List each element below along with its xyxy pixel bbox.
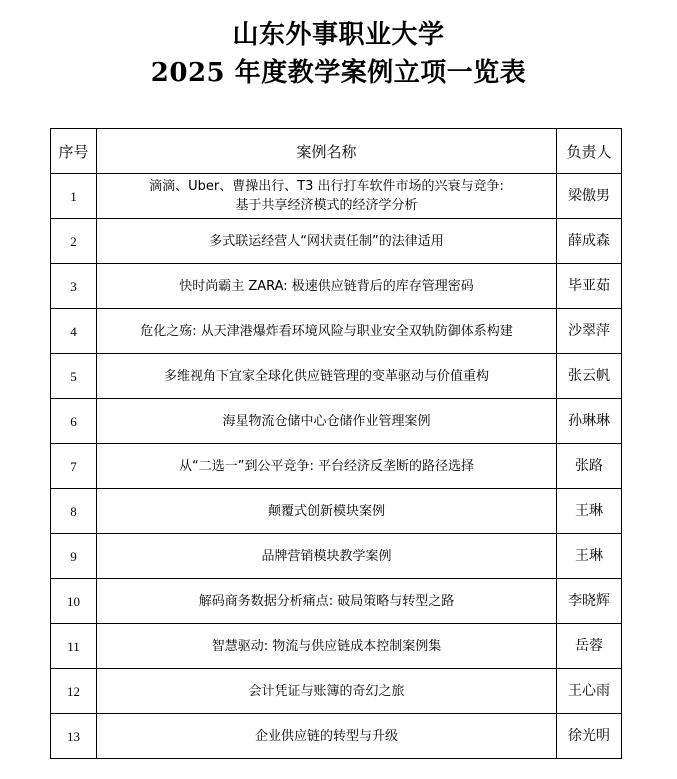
table-row	[51, 174, 622, 219]
row-case-name	[97, 444, 557, 489]
row-owner: 沙翠萍	[557, 309, 622, 354]
row-seq: 4	[51, 309, 97, 354]
row-seq: 3	[51, 264, 97, 309]
header-seq: 序号	[51, 129, 97, 174]
table-row	[51, 669, 622, 714]
case-name-line: 品牌营销模块教学案例	[261, 548, 392, 564]
row-case-name	[97, 309, 557, 354]
case-name-line: 解码商务数据分析痛点: 破局策略与转型之路	[198, 593, 455, 609]
row-owner: 徐光明	[557, 714, 622, 759]
table-header-row	[51, 129, 622, 174]
row-owner: 王琳	[557, 489, 622, 534]
case-name-line: 会计凭证与账簿的奇幻之旅	[248, 683, 405, 699]
row-owner: 孙琳琳	[557, 399, 622, 444]
table-row	[51, 624, 622, 669]
row-case-name	[97, 264, 557, 309]
row-owner: 王心雨	[557, 669, 622, 714]
row-case-name	[97, 399, 557, 444]
row-owner: 张云帆	[557, 354, 622, 399]
table-body	[51, 174, 622, 759]
case-name-line: 基于共享经济模式的经济学分析	[235, 198, 418, 213]
row-owner: 李晓辉	[557, 579, 622, 624]
case-name-line: 滴滴、Uber、曹操出行、T3 出行打车软件市场的兴衰与竞争:	[149, 179, 504, 194]
row-case-name	[97, 579, 557, 624]
row-case-name	[97, 534, 557, 579]
row-owner: 岳蓉	[557, 624, 622, 669]
table-row	[51, 354, 622, 399]
row-owner: 梁傲男	[557, 174, 622, 219]
case-list-table	[50, 128, 622, 759]
row-owner: 张路	[557, 444, 622, 489]
row-seq: 5	[51, 354, 97, 399]
row-seq: 6	[51, 399, 97, 444]
row-case-name	[97, 669, 557, 714]
case-name-line: 海星物流仓储中心仓储作业管理案例	[222, 413, 431, 429]
case-name-line: 危化之殇: 从天津港爆炸看环境风险与职业安全双轨防御体系构建	[140, 323, 513, 339]
row-seq: 12	[51, 669, 97, 714]
table-row	[51, 219, 622, 264]
row-seq: 2	[51, 219, 97, 264]
row-seq: 1	[51, 174, 97, 219]
table-row	[51, 579, 622, 624]
row-owner: 毕亚茹	[557, 264, 622, 309]
document-title: 山东外事职业大学	[232, 20, 445, 50]
case-name-line: 快时尚霸主 ZARA: 极速供应链背后的库存管理密码	[179, 278, 474, 294]
row-case-name	[97, 624, 557, 669]
row-owner: 薛成森	[557, 219, 622, 264]
document-subtitle: 2025 年度教学案例立项一览表	[150, 58, 527, 88]
table-row	[51, 309, 622, 354]
row-case-name	[97, 354, 557, 399]
case-name-line: 多维视角下宜家全球化供应链管理的变革驱动与价值重构	[163, 368, 489, 384]
case-name-line: 智慧驱动: 物流与供应链成本控制案例集	[211, 638, 442, 654]
row-seq: 9	[51, 534, 97, 579]
row-case-name	[97, 219, 557, 264]
case-name-line: 多式联运经营人“网状责任制”的法律适用	[209, 233, 444, 249]
row-case-name	[97, 174, 557, 219]
case-name-line: 从“二选一”到公平竞争: 平台经济反垄断的路径选择	[179, 458, 474, 474]
header-case-name: 案例名称	[97, 129, 557, 174]
row-seq: 10	[51, 579, 97, 624]
row-case-name	[97, 489, 557, 534]
table-row	[51, 264, 622, 309]
case-name-line: 企业供应链的转型与升级	[254, 728, 398, 744]
row-case-name	[97, 714, 557, 759]
row-seq: 7	[51, 444, 97, 489]
table-row	[51, 714, 622, 759]
row-seq: 8	[51, 489, 97, 534]
header-owner: 负责人	[557, 129, 622, 174]
row-owner: 王琳	[557, 534, 622, 579]
table-row	[51, 489, 622, 534]
case-name-line: 颠覆式创新模块案例	[267, 503, 385, 519]
table-row	[51, 534, 622, 579]
row-seq: 11	[51, 624, 97, 669]
table-row	[51, 399, 622, 444]
table-row	[51, 444, 622, 489]
row-seq: 13	[51, 714, 97, 759]
